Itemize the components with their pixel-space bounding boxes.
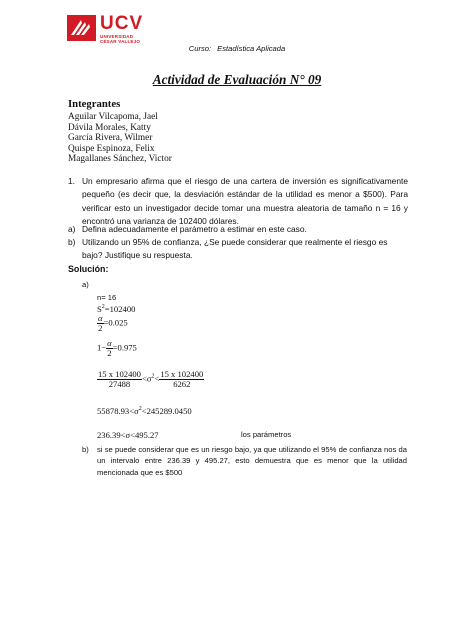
- interval-left-fraction: [97, 370, 142, 389]
- interval-equation: [97, 370, 204, 389]
- result1-left: 55878.93<σ: [97, 406, 139, 416]
- members-heading: Integrantes: [68, 98, 121, 110]
- alpha-num: α: [107, 338, 112, 348]
- question-b-label: b): [68, 237, 76, 247]
- solution-b-label: b): [82, 445, 89, 454]
- interval-left-den: 27488: [108, 379, 131, 389]
- page-title: Actividad de Evaluación N° 09: [152, 72, 322, 87]
- course-line: [0, 44, 474, 53]
- alpha-equation: [97, 314, 128, 333]
- sigma-interval-result: 236.39<σ<495.27: [97, 430, 159, 440]
- s-symbol: S: [97, 304, 102, 314]
- variance-value: =102400: [104, 304, 136, 314]
- alpha-den: 2: [98, 323, 103, 333]
- interval-lt: <: [154, 373, 160, 384]
- alpha-value: =0.025: [103, 317, 128, 328]
- interval-right-den: 6262: [173, 379, 191, 389]
- question-b-text: Utilizando un 95% de confianza, ¿Se puede considerar que realmente el riesgo es bajo? Justifique su respuesta.: [82, 237, 388, 261]
- parameters-label: los parámetros: [241, 430, 292, 439]
- members-list: [68, 112, 172, 165]
- member-item: Magallanes Sánchez, Victor: [68, 154, 172, 165]
- alpha-num: α: [98, 313, 103, 323]
- result1-right: <245289.0450: [141, 406, 192, 416]
- ucv-logo: [67, 14, 159, 46]
- interval-right-fraction: [159, 370, 204, 389]
- question-a-label: a): [68, 224, 76, 234]
- member-item: García Rivera, Wilmer: [68, 133, 153, 144]
- result1-exp: 2: [138, 406, 142, 413]
- interval-right-num: 15 x 102400: [160, 369, 204, 379]
- interval-left-num: 15 x 102400: [98, 369, 141, 379]
- logo-sub-name: CÉSAR VALLEJO: [100, 39, 141, 44]
- course-label: Curso:: [188, 44, 212, 53]
- logo-text: UCV: [100, 13, 144, 34]
- sample-size: n= 16: [97, 293, 117, 302]
- course-value: Estadística Aplicada: [217, 44, 286, 53]
- question-a-text: Defina adecuadamente el parámetro a estimar en este caso.: [82, 224, 307, 234]
- logo-sub-university: UNIVERSIDAD: [100, 34, 134, 39]
- solution-heading: Solución:: [68, 264, 109, 274]
- question-text: Un empresario afirma que el riesgo de una cartera de inversión es significativamente pequeño (es decir que, la desviación estándar de la utilidad es menor a $500). Para verificar esto un investigador decide tomar una muestra aleatoria de tamaño n = 16 y encontró una varianza de 102400 dólares.: [82, 176, 408, 226]
- solution-b-text: si se puede considerar que es un riesgo bajo, ya que utilizando el 95% de confianza nos da un intervalo entre 236.39 y 495.27, esto demuestra que es menor que la utilidad mencionada que es $500: [97, 445, 407, 477]
- interval-sigma-exp: 2: [151, 373, 155, 380]
- one-minus: 1−: [97, 342, 107, 353]
- member-item: Quispe Espinoza, Felix: [68, 143, 155, 154]
- interval-sigma: <σ: [141, 373, 152, 384]
- confidence-equation: [97, 339, 137, 358]
- solution-a-label: a): [82, 280, 89, 289]
- question-number: 1.: [68, 176, 75, 186]
- confidence-value: =0.975: [112, 342, 137, 353]
- member-item: Dávila Morales, Katty: [68, 122, 151, 133]
- ucv-emblem-icon: [67, 15, 96, 41]
- s-exponent: 2: [101, 304, 105, 311]
- member-item: Aguilar Vilcapoma, Jael: [68, 112, 158, 122]
- alpha-den: 2: [107, 348, 112, 358]
- variance-interval-result: [97, 406, 192, 416]
